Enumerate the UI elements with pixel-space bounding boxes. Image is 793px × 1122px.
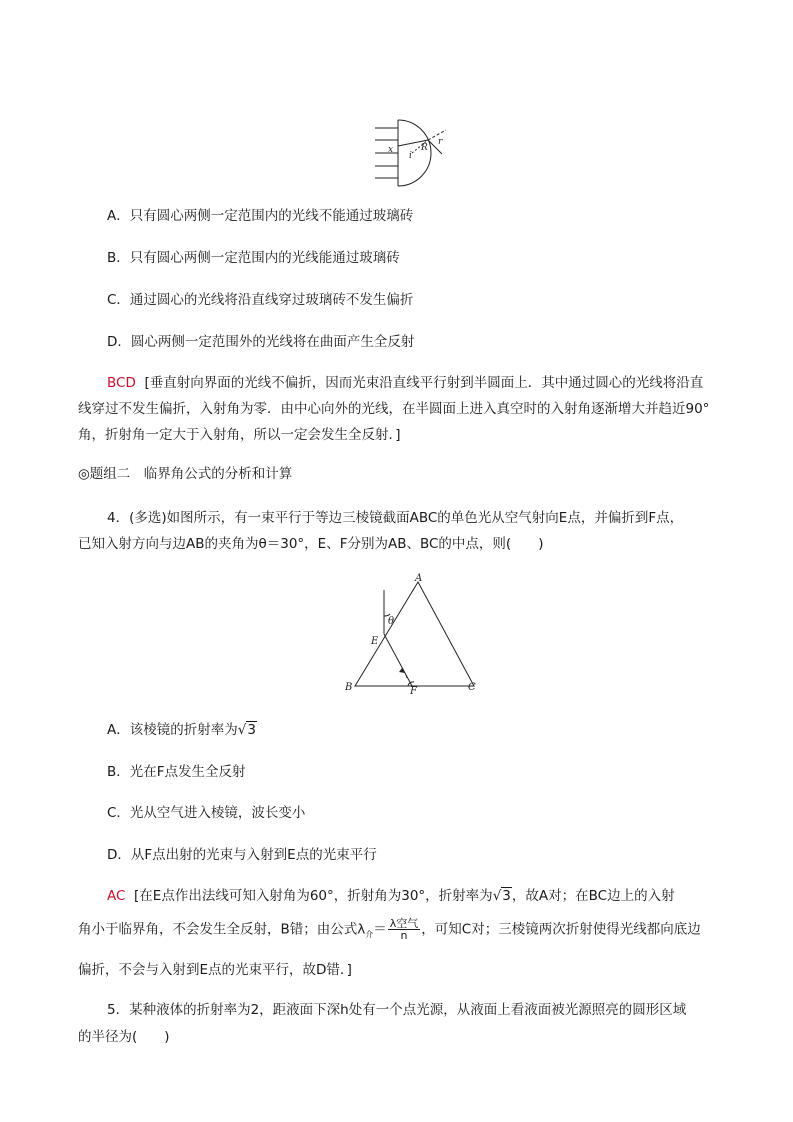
prism-label-f: F [410,686,417,696]
fig1-label-r: r [438,137,443,147]
q4-option-b: B．光在F点发生全反射 [107,764,246,780]
q4-stem-line1: 4．(多选)如图所示，有一束平行于等边三棱镜截面ABC的单色光从空气射向E点，并偏折到F点， [107,510,684,526]
q3-option-c: C．通过圆心的光线将沿直线穿过玻璃砖不发生偏折 [107,292,414,308]
prism-label-theta: θ [388,616,395,627]
q3-answer: BCD [107,375,136,391]
semicircle-glass-figure [370,118,460,190]
q4-explanation-line3: 偏折，不会与入射到E点的光束平行，故D错．] [78,962,352,978]
prism-figure [340,572,485,696]
q4-explanation-line1: AC [在E点作出法线可知入射角为60°，折射角为30°，折射率为√3，故A对；在BC边上的入射 [107,888,675,904]
q3-explanation-line1 [107,373,703,393]
q4-option-a: A．该棱镜的折射率为√3 [107,722,256,738]
group-heading: ◎题组二 临界角公式的分析和计算 [78,466,293,482]
q4-stem-line2: 已知入射方向与边AB的夹角为θ＝30°，E、F分别为AB、BC的中点，则( ) [78,536,544,552]
lambda-fraction: $\frac{\text{λ空气}}{n}$ [389,917,419,942]
q3-explanation-line2: 线穿过不发生偏折，入射角为零．由中心向外的光线，在半圆面上进入真空时的入射角逐渐增大并趋近90° [78,401,710,417]
sqrt-3-expl: √3 [492,888,511,904]
fig1-label-i: i [409,151,412,161]
prism-label-c: C [468,682,476,693]
prism-label-e: E [371,636,379,647]
q3-expl1: [垂直射向界面的光线不偏折，因而光束沿直线平行射到半圆面上．其中通过圆心的光线将沿直 [144,375,704,391]
q5-stem-line1: 5．某种液体的折射率为2，距液面下深h处有一个点光源，从液面上看液面被光源照亮的圆形区域 [107,1002,687,1018]
q3-option-d: D．圆心两侧一定范围外的光线将在曲面产生全反射 [107,334,415,350]
q4-explanation-line2: 角小于临界角，不会发生全反射，B错；由公式$\lambda_介=$ $\frac{\text{λ空气}}{n}$ ，可知C对；三棱镜两次折射使得光线都向底边 [78,917,701,942]
q3-option-b: B．只有圆心两侧一定范围内的光线能通过玻璃砖 [107,250,400,266]
q4-answer: AC [107,888,126,904]
prism-label-b: B [345,682,353,693]
q4-option-d: D．从F点出射的光束与入射到E点的光束平行 [107,847,377,863]
sqrt-3: √3 [237,722,256,738]
fig1-label-x: x [388,145,394,155]
q3-explanation-line3: 角，折射角一定大于入射角，所以一定会发生全反射．] [78,427,401,443]
fig1-label-R: R [421,143,428,153]
prism-label-a: A [415,573,423,584]
q5-stem-line2: 的半径为( ) [78,1029,170,1045]
q3-option-a: A．只有圆心两侧一定范围内的光线不能通过玻璃砖 [107,208,414,224]
q4-option-c: C．光从空气进入棱镜，波长变小 [107,805,306,821]
